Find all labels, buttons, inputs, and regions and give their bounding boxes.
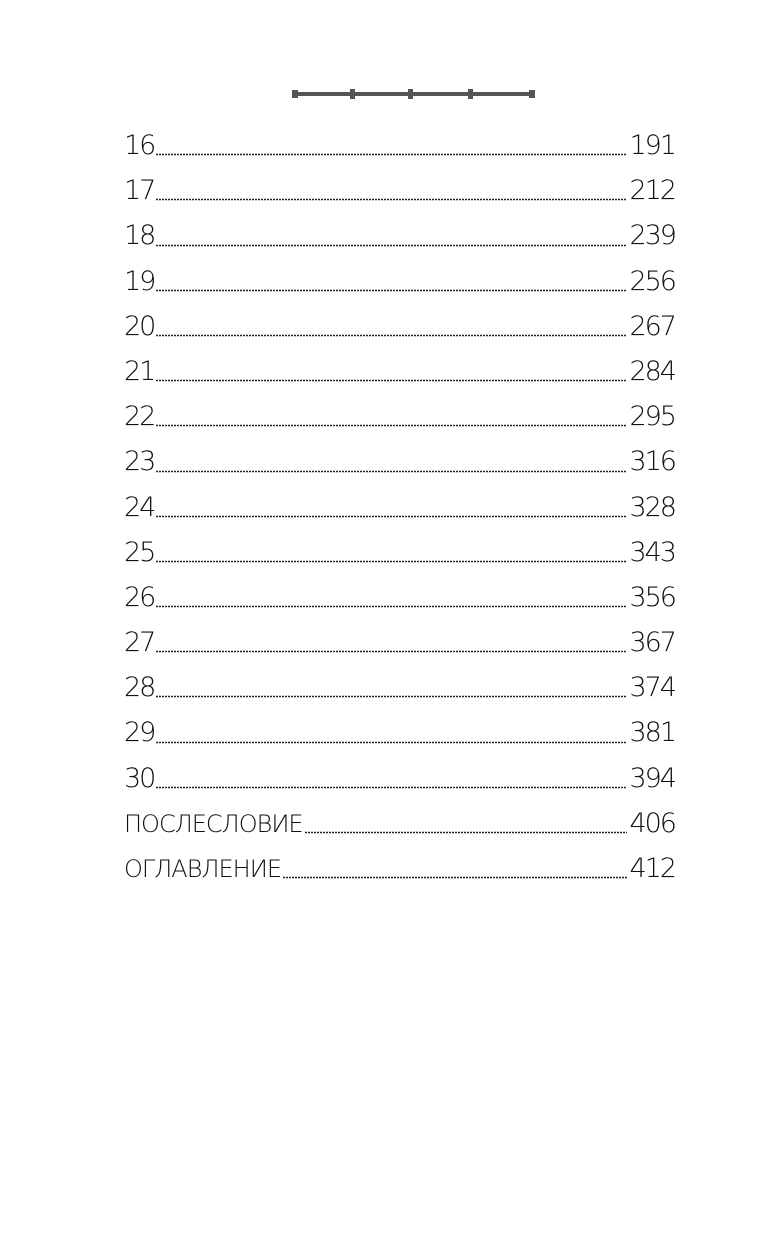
toc-entry-page: 356	[629, 581, 675, 613]
dot-leader	[156, 379, 627, 382]
toc-entry-label: 16	[124, 130, 155, 161]
dot-leader	[156, 515, 627, 518]
toc-entry-page: 406	[629, 807, 675, 839]
dot-leader	[283, 876, 627, 879]
toc-entry-page: 367	[629, 627, 675, 659]
toc-entry-label: 30	[124, 762, 155, 794]
toc-entry-page: 295	[629, 401, 675, 433]
toc-entry[interactable]	[124, 620, 675, 665]
toc-entry[interactable]	[124, 530, 675, 575]
dot-leader	[156, 244, 627, 247]
dot-leader	[156, 424, 627, 427]
dot-leader	[156, 695, 627, 698]
toc-entry-page: 328	[629, 491, 675, 523]
toc-entry-page: 394	[629, 762, 675, 794]
toc-entry[interactable]	[124, 485, 675, 530]
toc-entry[interactable]	[124, 665, 675, 710]
toc-entry[interactable]	[124, 213, 675, 258]
divider-segment	[472, 92, 530, 96]
toc-entry-label: 17	[124, 175, 155, 207]
toc-entry-label: ПОСЛЕСЛОВИЕ	[124, 809, 303, 838]
toc-entry[interactable]	[124, 259, 675, 304]
toc-entry-label: 25	[124, 536, 155, 568]
toc-entry-page: 316	[629, 446, 675, 478]
toc-entry[interactable]	[124, 304, 675, 349]
dot-leader	[156, 741, 627, 744]
toc-entry-label: 24	[124, 491, 155, 523]
toc-entry[interactable]	[124, 349, 675, 394]
divider-cap-right	[529, 90, 535, 98]
toc-entry-label: 19	[124, 265, 155, 297]
toc-entry-page: 239	[629, 220, 675, 252]
dot-leader	[156, 198, 627, 201]
toc-entry-label: 29	[124, 717, 155, 749]
toc-entry-page: 343	[629, 536, 675, 568]
toc-entry-contents[interactable]	[124, 846, 675, 891]
toc-entry-page: 212	[629, 175, 675, 207]
divider-segment	[412, 92, 470, 96]
toc-entry[interactable]	[124, 575, 675, 620]
toc-entry-label: 20	[124, 310, 155, 342]
dot-leader	[156, 786, 627, 789]
toc-entry-label: 27	[124, 627, 155, 659]
decorative-divider	[292, 88, 535, 100]
table-of-contents	[124, 123, 675, 891]
toc-entry[interactable]	[124, 394, 675, 439]
dot-leader	[156, 289, 627, 292]
toc-entry[interactable]	[124, 710, 675, 755]
toc-entry[interactable]	[124, 123, 675, 168]
toc-entry-page: 284	[629, 355, 675, 387]
dot-leader	[305, 831, 628, 834]
toc-entry-afterword[interactable]	[124, 801, 675, 846]
toc-entry-page: 267	[629, 310, 675, 342]
dot-leader	[156, 153, 627, 156]
toc-entry-label: 23	[124, 446, 155, 478]
toc-entry[interactable]	[124, 439, 675, 484]
toc-entry-label: 26	[124, 581, 155, 613]
toc-entry-page: 412	[629, 853, 675, 884]
toc-entry-page: 381	[629, 717, 675, 749]
dot-leader	[156, 334, 627, 337]
toc-entry-page: 256	[629, 265, 675, 297]
divider-segment	[354, 92, 410, 96]
toc-entry[interactable]	[124, 168, 675, 213]
toc-entry-label: 22	[124, 401, 155, 433]
toc-entry-page: 191	[629, 130, 675, 161]
dot-leader	[156, 560, 627, 563]
dot-leader	[156, 650, 627, 653]
toc-entry-label: 18	[124, 220, 155, 252]
toc-entry-label: 21	[124, 355, 155, 387]
toc-entry-label: ОГЛАВЛЕНИЕ	[124, 855, 281, 883]
dot-leader	[156, 470, 627, 473]
toc-entry-page: 374	[629, 672, 675, 704]
toc-entry-label: 28	[124, 672, 155, 704]
dot-leader	[156, 605, 627, 608]
divider-segment	[296, 92, 352, 96]
toc-entry[interactable]	[124, 756, 675, 801]
